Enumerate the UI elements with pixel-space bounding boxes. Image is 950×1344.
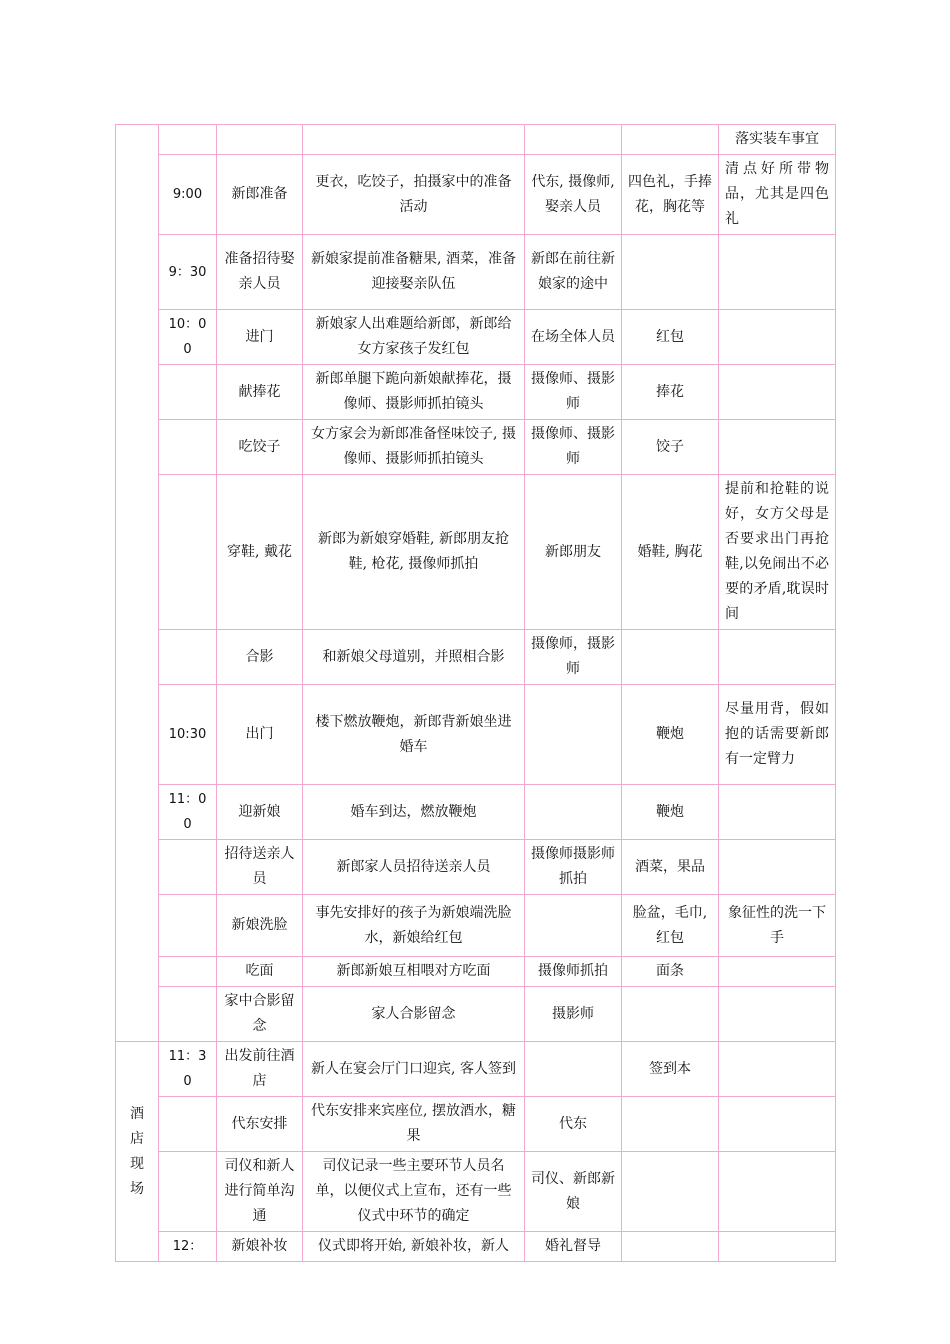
table-row — [116, 685, 836, 785]
time-cell — [159, 630, 217, 685]
table-row — [116, 475, 836, 630]
people-cell: 司仪、新郎新娘 — [525, 1152, 622, 1232]
props-cell: 面条 — [622, 957, 719, 987]
content-cell: 新郎新娘互相喂对方吃面 — [303, 957, 525, 987]
item-cell: 献捧花 — [217, 365, 303, 420]
note-cell — [719, 1232, 836, 1262]
table-row — [116, 420, 836, 475]
item-cell: 新娘洗脸 — [217, 895, 303, 957]
note-cell: 提前和抢鞋的说好，女方父母是否要求出门再抢鞋,以免闹出不必要的矛盾,耽误时间 — [719, 475, 836, 630]
props-cell: 酒菜，果品 — [622, 840, 719, 895]
time-cell — [159, 895, 217, 957]
people-cell: 摄像师抓拍 — [525, 957, 622, 987]
section-cell-empty — [116, 125, 159, 1042]
props-cell: 鞭炮 — [622, 685, 719, 785]
time-cell — [159, 1152, 217, 1232]
props-cell: 脸盆，毛巾,红包 — [622, 895, 719, 957]
item-cell: 司仪和新人进行简单沟通 — [217, 1152, 303, 1232]
table-row — [116, 125, 836, 155]
note-cell — [719, 1152, 836, 1232]
schedule-table — [115, 124, 836, 1262]
note-cell — [719, 365, 836, 420]
table-row — [116, 1042, 836, 1097]
content-cell: 新郎家人员招待送亲人员 — [303, 840, 525, 895]
content-cell: 司仪记录一些主要环节人员名单，以便仪式上宣布，还有一些仪式中环节的确定 — [303, 1152, 525, 1232]
content-cell: 事先安排好的孩子为新娘端洗脸水，新娘给红包 — [303, 895, 525, 957]
people-cell — [525, 685, 622, 785]
content-cell: 楼下燃放鞭炮，新郎背新娘坐进婚车 — [303, 685, 525, 785]
time-cell: 9：30 — [159, 235, 217, 310]
props-cell — [622, 1097, 719, 1152]
content-cell: 和新娘父母道别，并照相合影 — [303, 630, 525, 685]
props-cell — [622, 987, 719, 1042]
item-cell: 进门 — [217, 310, 303, 365]
people-cell: 摄像师、摄影师 — [525, 420, 622, 475]
people-cell: 摄像师摄影师抓拍 — [525, 840, 622, 895]
table-row — [116, 1232, 836, 1262]
note-cell — [719, 235, 836, 310]
item-cell: 新郎准备 — [217, 155, 303, 235]
people-cell — [525, 785, 622, 840]
table-row — [116, 957, 836, 987]
time-cell: 11：30 — [159, 1042, 217, 1097]
note-cell — [719, 1097, 836, 1152]
time-cell — [159, 957, 217, 987]
props-cell: 捧花 — [622, 365, 719, 420]
content-cell: 新郎单腿下跪向新娘献捧花，摄像师、摄影师抓拍镜头 — [303, 365, 525, 420]
people-cell — [525, 1042, 622, 1097]
time-cell: 9:00 — [159, 155, 217, 235]
table-row — [116, 840, 836, 895]
table-row — [116, 365, 836, 420]
item-cell: 迎新娘 — [217, 785, 303, 840]
note-cell — [719, 785, 836, 840]
item-cell: 招待送亲人员 — [217, 840, 303, 895]
content-cell: 仪式即将开始, 新娘补妆，新人 — [303, 1232, 525, 1262]
time-cell — [159, 365, 217, 420]
content-cell: 新人在宴会厅门口迎宾, 客人签到 — [303, 1042, 525, 1097]
content-cell: 新娘家人出难题给新郎，新郎给女方家孩子发红包 — [303, 310, 525, 365]
time-cell: 11：00 — [159, 785, 217, 840]
item-cell: 合影 — [217, 630, 303, 685]
props-cell: 签到本 — [622, 1042, 719, 1097]
table-row — [116, 155, 836, 235]
props-cell: 婚鞋, 胸花 — [622, 475, 719, 630]
item-cell — [217, 125, 303, 155]
time-cell: 10:30 — [159, 685, 217, 785]
table-row — [116, 895, 836, 957]
note-cell: 清点好所带物品，尤其是四色礼 — [719, 155, 836, 235]
people-cell: 摄影师 — [525, 987, 622, 1042]
people-cell: 代东 — [525, 1097, 622, 1152]
time-cell: 10：00 — [159, 310, 217, 365]
content-cell: 家人合影留念 — [303, 987, 525, 1042]
props-cell: 饺子 — [622, 420, 719, 475]
people-cell: 婚礼督导 — [525, 1232, 622, 1262]
props-cell — [622, 235, 719, 310]
content-cell: 新娘家提前准备糖果, 酒菜，准备迎接娶亲队伍 — [303, 235, 525, 310]
time-cell — [159, 125, 217, 155]
content-cell: 新郎为新娘穿婚鞋, 新郎朋友抢鞋, 枪花, 摄像师抓拍 — [303, 475, 525, 630]
props-cell — [622, 1232, 719, 1262]
table-row — [116, 1152, 836, 1232]
people-cell: 新郎在前往新娘家的途中 — [525, 235, 622, 310]
note-cell — [719, 310, 836, 365]
item-cell: 新娘补妆 — [217, 1232, 303, 1262]
table-row — [116, 1097, 836, 1152]
item-cell: 吃面 — [217, 957, 303, 987]
people-cell — [525, 895, 622, 957]
people-cell: 代东, 摄像师, 娶亲人员 — [525, 155, 622, 235]
note-cell — [719, 987, 836, 1042]
note-cell: 尽量用背，假如抱的话需要新郎有一定臂力 — [719, 685, 836, 785]
note-cell — [719, 420, 836, 475]
note-cell — [719, 630, 836, 685]
content-cell: 女方家会为新郎准备怪味饺子, 摄像师、摄影师抓拍镜头 — [303, 420, 525, 475]
time-cell — [159, 420, 217, 475]
item-cell: 准备招待娶亲人员 — [217, 235, 303, 310]
time-cell — [159, 475, 217, 630]
note-cell — [719, 840, 836, 895]
item-cell: 出门 — [217, 685, 303, 785]
table-row — [116, 785, 836, 840]
table-row — [116, 987, 836, 1042]
people-cell: 摄像师，摄影师 — [525, 630, 622, 685]
note-cell: 落实装车事宜 — [719, 125, 836, 155]
time-cell — [159, 1097, 217, 1152]
props-cell — [622, 1152, 719, 1232]
people-cell: 摄像师、摄影师 — [525, 365, 622, 420]
props-cell: 红包 — [622, 310, 719, 365]
section-label-hotel: 酒店现场 — [116, 1042, 159, 1262]
time-cell — [159, 987, 217, 1042]
time-cell: 12： — [159, 1232, 217, 1262]
table-row — [116, 235, 836, 310]
item-cell: 家中合影留念 — [217, 987, 303, 1042]
content-cell: 代东安排来宾座位, 摆放酒水，糖果 — [303, 1097, 525, 1152]
item-cell: 出发前往酒店 — [217, 1042, 303, 1097]
content-cell: 婚车到达，燃放鞭炮 — [303, 785, 525, 840]
people-cell: 新郎朋友 — [525, 475, 622, 630]
table-row — [116, 310, 836, 365]
people-cell: 在场全体人员 — [525, 310, 622, 365]
table-row — [116, 630, 836, 685]
item-cell: 代东安排 — [217, 1097, 303, 1152]
item-cell: 吃饺子 — [217, 420, 303, 475]
note-cell — [719, 1042, 836, 1097]
note-cell — [719, 957, 836, 987]
props-cell — [622, 630, 719, 685]
people-cell — [525, 125, 622, 155]
content-cell — [303, 125, 525, 155]
time-cell — [159, 840, 217, 895]
props-cell: 四色礼，手捧花，胸花等 — [622, 155, 719, 235]
props-cell: 鞭炮 — [622, 785, 719, 840]
note-cell: 象征性的洗一下手 — [719, 895, 836, 957]
content-cell: 更衣，吃饺子，拍摄家中的准备活动 — [303, 155, 525, 235]
item-cell: 穿鞋, 戴花 — [217, 475, 303, 630]
props-cell — [622, 125, 719, 155]
